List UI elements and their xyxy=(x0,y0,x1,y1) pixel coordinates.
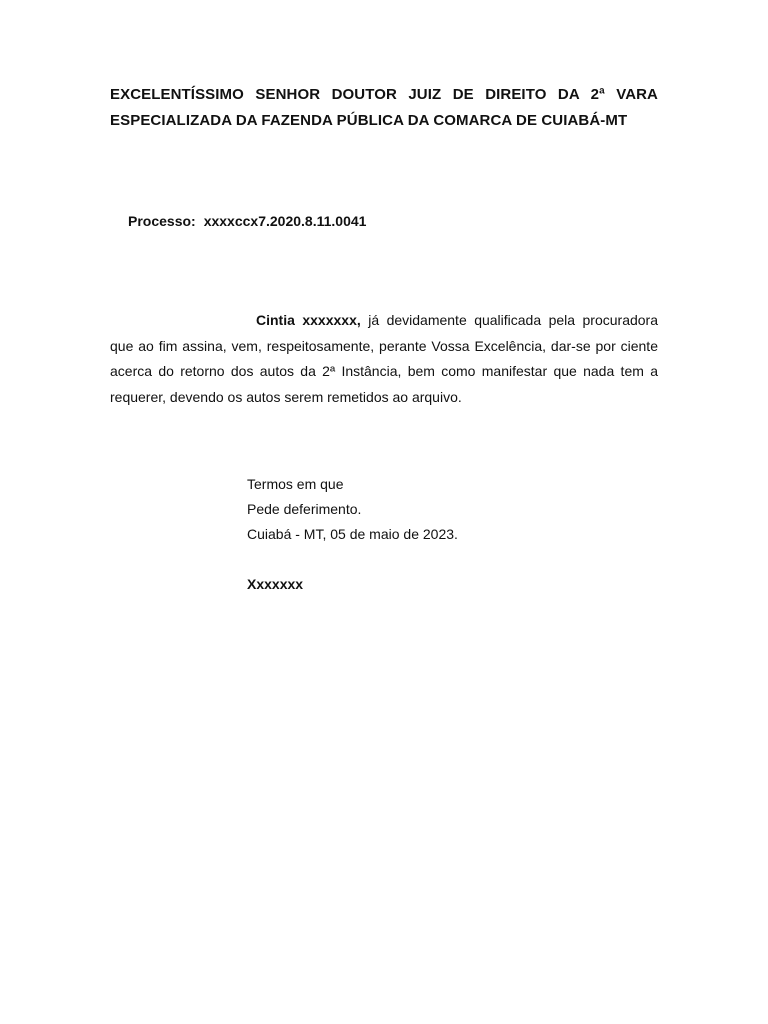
process-line xyxy=(128,211,366,231)
closing-line-terms: Termos em que xyxy=(247,476,344,492)
closing-block xyxy=(247,472,458,547)
process-number: xxxxccx7.2020.8.11.0041 xyxy=(203,213,367,229)
closing-line-request: Pede deferimento. xyxy=(247,501,362,517)
document-heading: EXCELENTÍSSIMO SENHOR DOUTOR JUIZ DE DIREITO DA 2ª VARA ESPECIALIZADA DA FAZENDA PÚBLICA DA COMARCA DE CUIABÁ-MT xyxy=(110,86,658,129)
signature: Xxxxxxx xyxy=(247,576,304,592)
closing-line-date: Cuiabá - MT, 05 de maio de 2023. xyxy=(247,526,458,542)
process-label: Processo: xyxy=(128,213,196,229)
body-text: já devidamente qualificada pela procuradora que ao fim assina, vem, respeitosamente, perante Vossa Excelência, dar-se por ciente acerca do retorno dos autos da 2ª Instância, bem como manifestar que nada tem a requerer, devendo os autos serem remetidos ao arquivo. xyxy=(110,312,659,405)
body-paragraph xyxy=(110,308,658,410)
party-name: Cintia xxxxxxx, xyxy=(256,312,361,328)
